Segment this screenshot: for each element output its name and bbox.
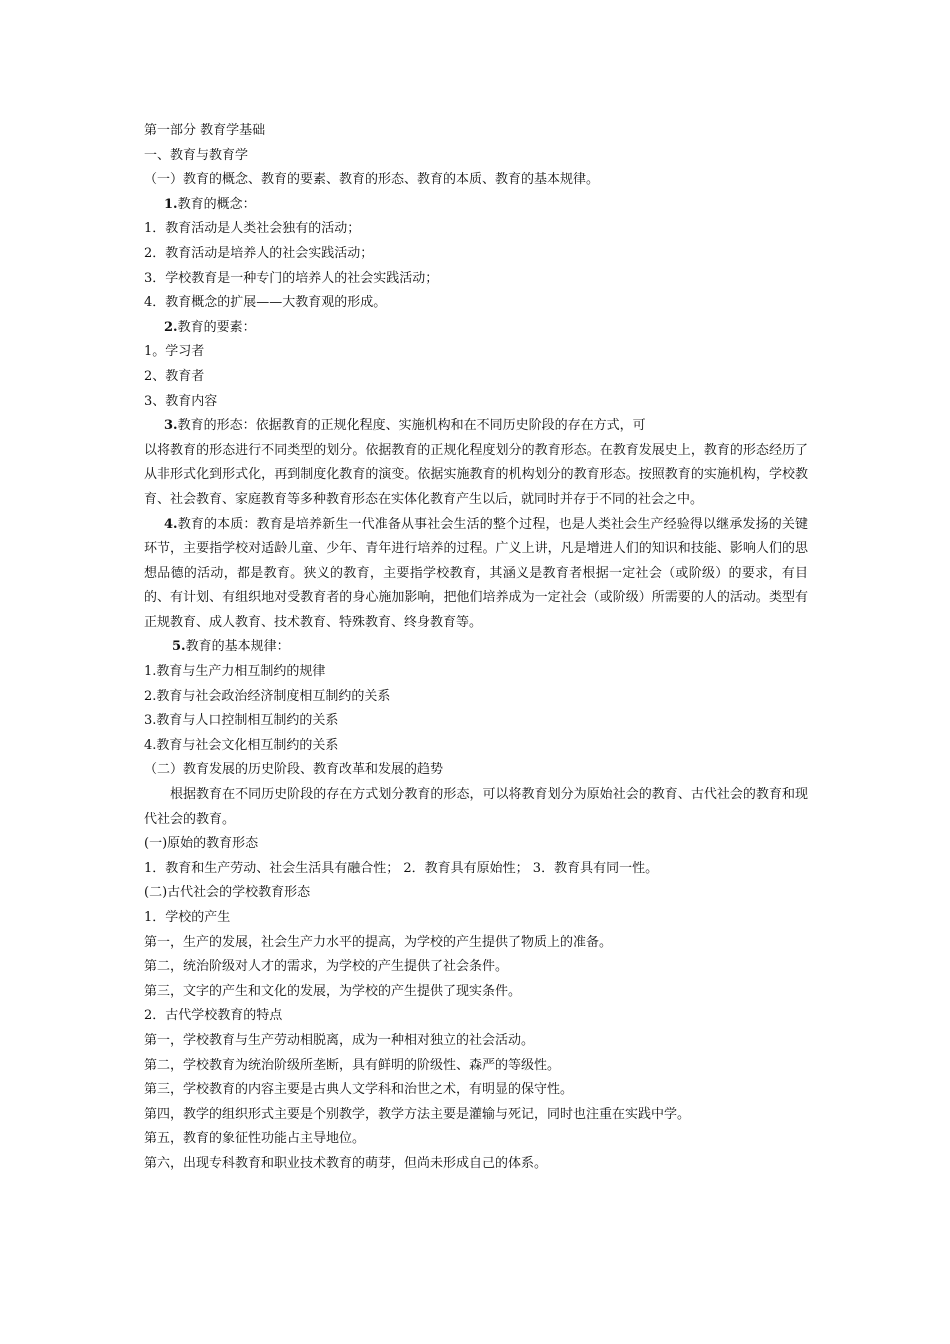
list-item: 2．教育活动是培养人的社会实践活动； xyxy=(144,245,374,261)
section-heading: 一、教育与教育学 xyxy=(144,147,249,163)
paragraph-text: 教育的本质：教育是培养新生一代准备从事社会生活的整个过程，也是人类社会生产经验得以继承发扬的关键环节，主要指学校对适龄儿童、少年、青年进行培养的过程。广义上讲，凡是增进人们的知识和技能、影响人们的思想品德的活动，都是教育。狭义的教育，主要指学校教育，其涵义是教育者根据一定社会（或阶级）的要求，有目的、有计划、有组织地对受教育者的身心施加影响，把他们培养成为一定社会（或阶级）所需要的人的活动。类型有正规教育、成人教育、技术教育、特殊教育、终身教育等。 xyxy=(144,516,808,630)
heading-number: 5. xyxy=(172,639,186,655)
list-item: 4．教育概念的扩展——大教育观的形成。 xyxy=(144,295,387,311)
list-item: 2.教育与社会政治经济制度相互制约的关系 xyxy=(144,688,391,704)
heading-number: 4. xyxy=(164,516,178,532)
heading-text: 教育的要素： xyxy=(177,319,256,335)
document-body xyxy=(144,119,808,1177)
primitive-heading: (一)原始的教育形态 xyxy=(144,836,259,852)
list-item: 3、教育内容 xyxy=(144,393,218,409)
heading-text: 教育的概念： xyxy=(177,196,256,212)
list-item: 第一，学校教育与生产劳动相脱离，成为一种相对独立的社会活动。 xyxy=(144,1032,535,1048)
list-item: 3．学校教育是一种专门的培养人的社会实践活动； xyxy=(144,270,439,286)
list-item: 第四，教学的组织形式主要是个别教学，教学方法主要是灌输与死记，同时也注重在实践中学。 xyxy=(144,1106,691,1122)
school-origin-heading: 1．学校的产生 xyxy=(144,910,231,925)
heading-text: 教育的形态：依据教育的正规化程度、实施机构和在不同历史阶段的存在方式，可 xyxy=(177,418,646,434)
list-item: 2、教育者 xyxy=(144,368,205,384)
part-title: 第一部分 教育学基础 xyxy=(144,123,266,138)
list-item: 第五，教育的象征性功能占主导地位。 xyxy=(144,1131,366,1147)
form-paragraph: 以将教育的形态进行不同类型的划分。依据教育的正规化程度划分的教育形态。在教育发展史上，教育的形态经历了从非形式化到形式化，再到制度化教育的演变。依据实施教育的机构划分的教育形态。按照教育的实施机构，学校教育、社会教育、家庭教育等多种教育形态在实体化教育产生以后，就同时并存于不同的社会之中。 xyxy=(144,442,808,507)
list-item: 4.教育与社会文化相互制约的关系 xyxy=(144,737,339,753)
list-item: 第二，统治阶级对人才的需求，为学校的产生提供了社会条件。 xyxy=(144,959,509,975)
heading-number: 3. xyxy=(164,418,178,434)
list-item: 1．教育活动是人类社会独有的活动； xyxy=(144,221,361,237)
list-item: 第一，生产的发展，社会生产力水平的提高，为学校的产生提供了物质上的准备。 xyxy=(144,934,613,950)
subsection-heading: （一）教育的概念、教育的要素、教育的形态、教育的本质、教育的基本规律。 xyxy=(144,172,600,188)
elements-heading xyxy=(144,316,808,341)
history-paragraph: 根据教育在不同历史阶段的存在方式划分教育的形态，可以将教育划分为原始社会的教育、古代社会的教育和现代社会的教育。 xyxy=(144,787,808,827)
ancient-features-heading: 2．古代学校教育的特点 xyxy=(144,1008,283,1024)
heading-number: 1. xyxy=(164,196,178,212)
heading-number: 2. xyxy=(164,319,178,335)
list-item: 第三，学校教育的内容主要是古典人文学科和治世之术，有明显的保守性。 xyxy=(144,1082,574,1098)
list-item: 1。学习者 xyxy=(144,344,205,360)
primitive-features: 1．教育和生产劳动、社会生活具有融合性； 2．教育具有原始性； 3．教育具有同一性。 xyxy=(144,860,659,876)
heading-text: 教育的基本规律： xyxy=(185,639,290,655)
list-item: 第三，文字的产生和文化的发展，为学校的产生提供了现实条件。 xyxy=(144,983,522,999)
ancient-heading: (二)古代社会的学校教育形态 xyxy=(144,885,311,901)
list-item: 3.教育与人口控制相互制约的关系 xyxy=(144,713,339,729)
list-item: 第六，出现专科教育和职业技术教育的萌芽，但尚未形成自己的体系。 xyxy=(144,1155,548,1171)
concept-heading xyxy=(144,193,808,218)
list-item: 1.教育与生产力相互制约的规律 xyxy=(144,664,326,680)
essence-paragraph xyxy=(144,513,808,636)
list-item: 第二，学校教育为统治阶级所垄断，具有鲜明的阶级性、森严的等级性。 xyxy=(144,1057,561,1073)
subsection-heading: （二）教育发展的历史阶段、教育改革和发展的趋势 xyxy=(144,762,444,778)
form-heading xyxy=(144,414,808,439)
laws-heading xyxy=(144,635,808,660)
